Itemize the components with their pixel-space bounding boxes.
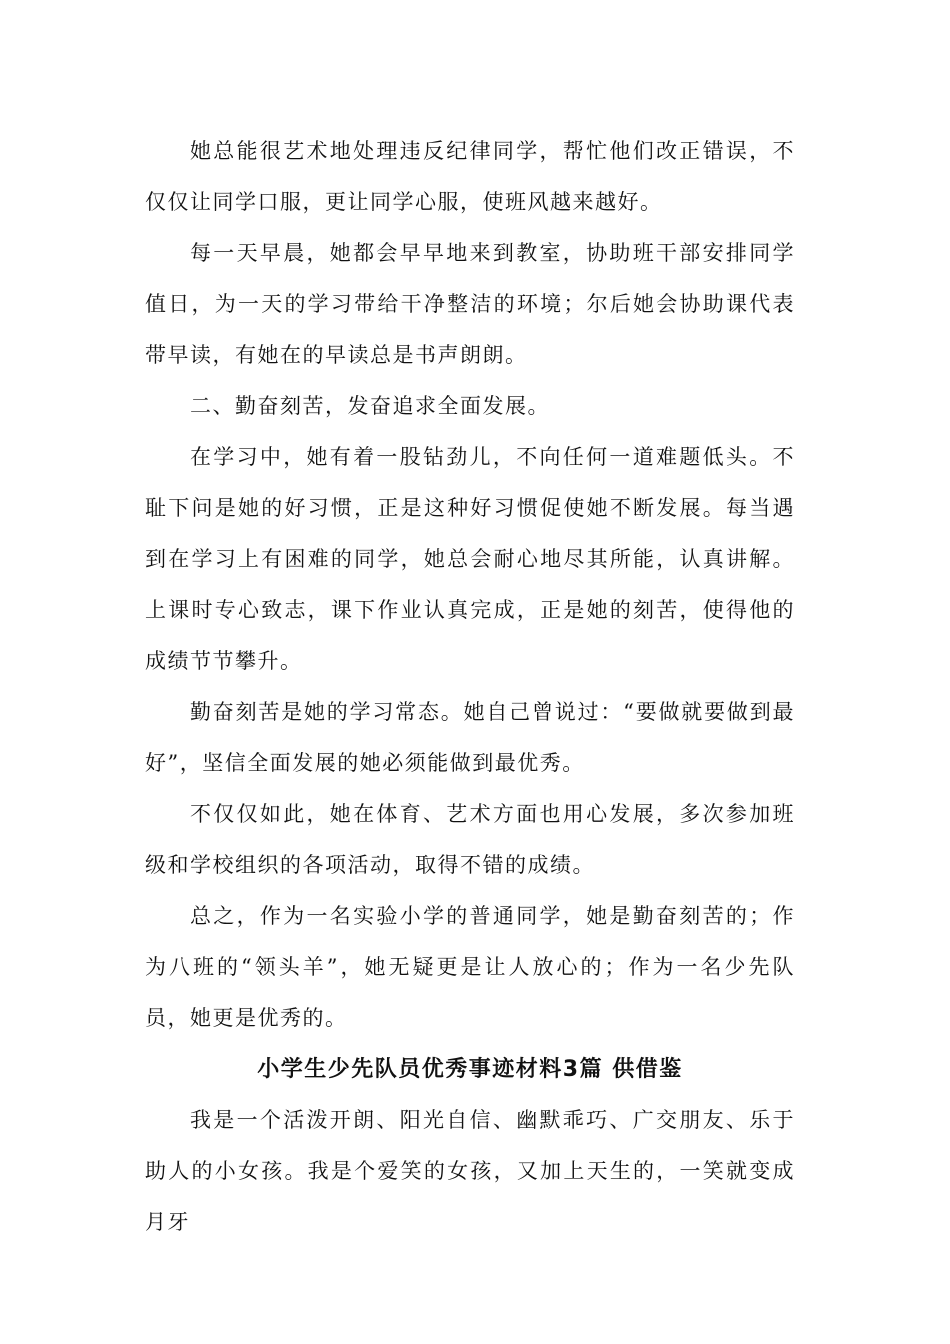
paragraph: 我是一个活泼开朗、阳光自信、幽默乖巧、广交朋友、乐于助人的小女孩。我是个爱笑的女孩，又加上天生的，一笑就变成月牙 [145, 1108, 795, 1234]
paragraph: 不仅仅如此，她在体育、艺术方面也用心发展，多次参加班级和学校组织的各项活动，取得不错的成绩。 [145, 802, 795, 877]
paragraph: 总之，作为一名实验小学的普通同学，她是勤奋刻苦的；作为八班的“领头羊”，她无疑更是让人放心的；作为一名少先队员，她更是优秀的。 [145, 904, 795, 1030]
paragraph: 在学习中，她有着一股钻劲儿，不向任何一道难题低头。不耻下问是她的好习惯，正是这种好习惯促使她不断发展。每当遇到在学习上有困难的同学，她总会耐心地尽其所能，认真讲解。上课时专心致志，课下作业认真完成，正是她的刻苦，使得他的成绩节节攀升。 [145, 445, 795, 673]
section-heading-paragraph: 二、勤奋刻苦，发奋追求全面发展。 [190, 394, 550, 418]
paragraph: 她总能很艺术地处理违反纪律同学，帮忙他们改正错误，不仅仅让同学口服，更让同学心服，使班风越来越好。 [145, 139, 795, 214]
document-title: 小学生少先队员优秀事迹材料3篇 供借鉴 [257, 1057, 683, 1082]
paragraph: 每一天早晨，她都会早早地来到教室，协助班干部安排同学值日，为一天的学习带给干净整洁的环境；尔后她会协助课代表带早读，有她在的早读总是书声朗朗。 [145, 241, 795, 367]
paragraph: 勤奋刻苦是她的学习常态。她自己曾说过：“要做就要做到最好”，坚信全面发展的她必须能做到最优秀。 [145, 700, 795, 775]
document-body [145, 126, 795, 1248]
